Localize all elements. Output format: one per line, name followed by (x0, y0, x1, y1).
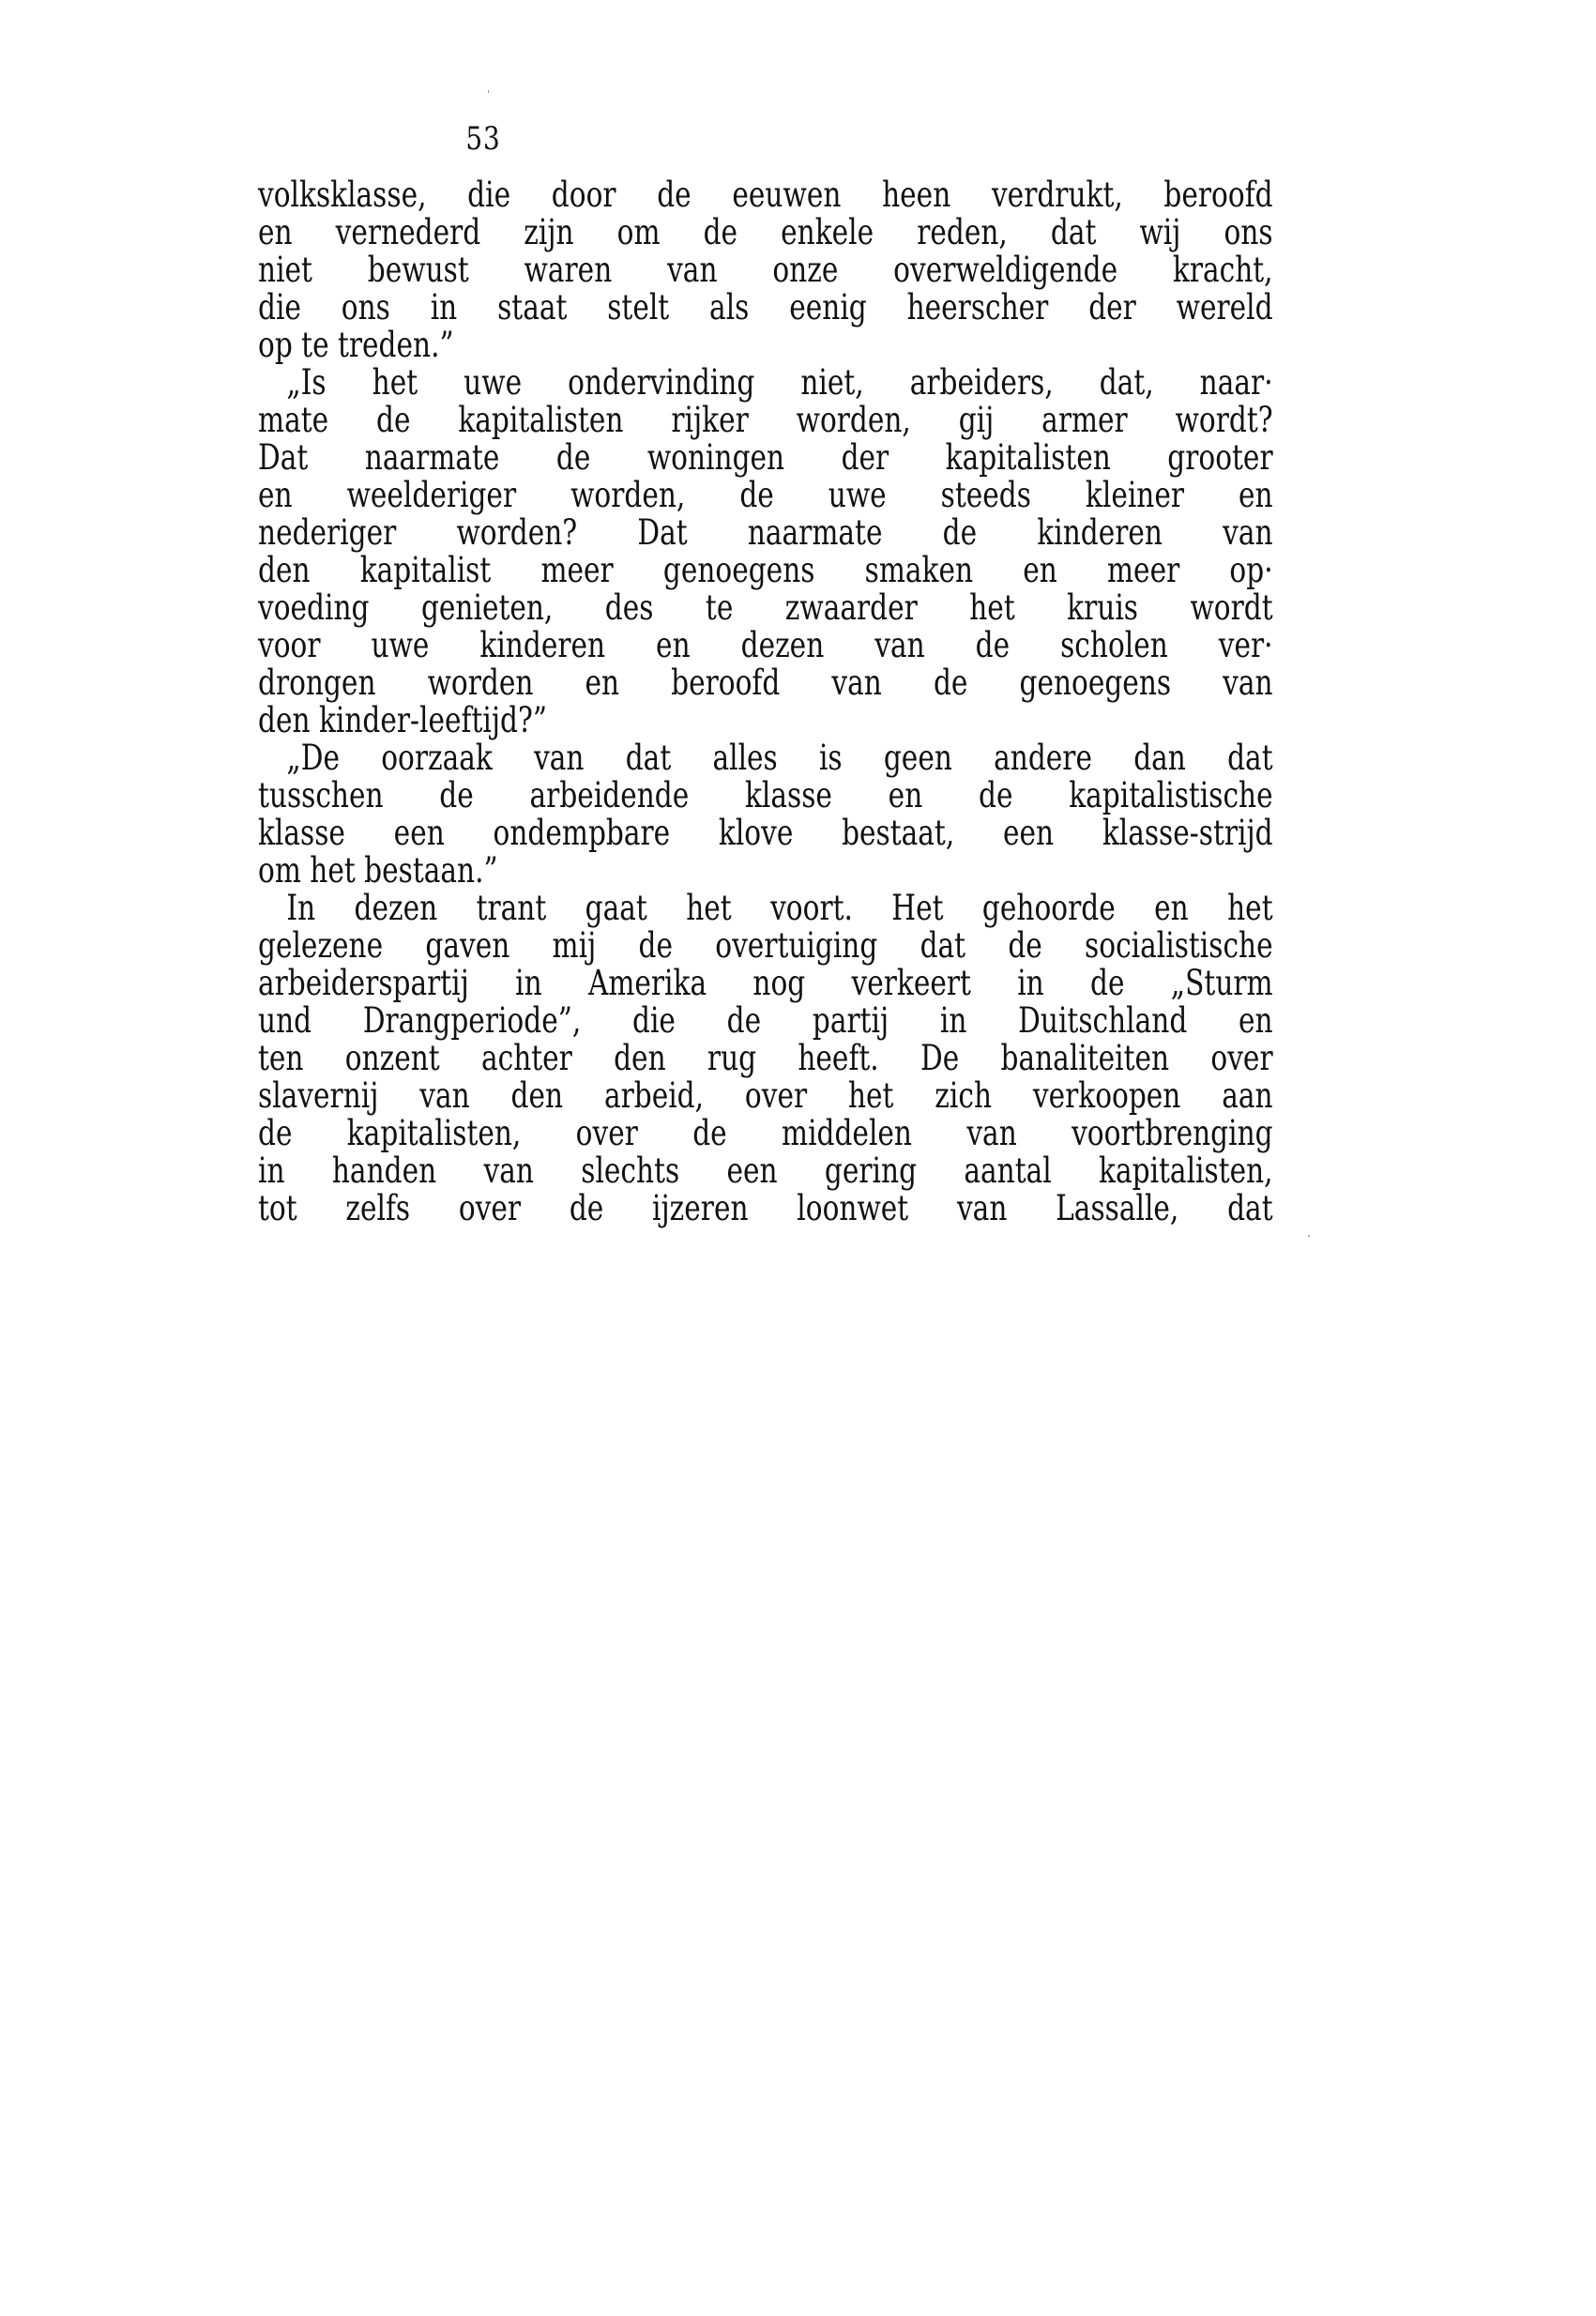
text-line: volksklasse, die door de eeuwen heen verdrukt, beroofd (258, 175, 1273, 215)
text-line: om het bestaan.” (258, 850, 498, 891)
text-line: niet bewust waren van onze overweldigende kracht, (258, 250, 1273, 290)
scan-artifact (1308, 1235, 1310, 1237)
text-line: in handen van slechts een gering aantal kapitalisten, (258, 1150, 1273, 1191)
text-line: In dezen trant gaat het voort. Het gehoorde en het (286, 888, 1273, 928)
text-line: arbeiderspartij in Amerika nog verkeert in de „Sturm (258, 963, 1273, 1003)
text-line: voor uwe kinderen en dezen van de scholen ver· (258, 625, 1273, 665)
text-line: mate de kapitalisten rijker worden, gij armer wordt? (258, 400, 1273, 440)
text-line: slavernij van den arbeid, over het zich verkoopen aan (258, 1075, 1273, 1116)
scan-artifact (488, 90, 489, 93)
text-line: tusschen de arbeidende klasse en de kapitalistische (258, 775, 1273, 815)
text-line: en weelderiger worden, de uwe steeds kleiner en (258, 475, 1273, 515)
text-line: „De oorzaak van dat alles is geen andere dan dat (286, 738, 1273, 778)
text-line: Dat naarmate de woningen der kapitalisten grooter (258, 437, 1273, 478)
text-line: den kinder-leeftijd?” (258, 700, 547, 740)
text-line: und Drangperiode”, die de partij in Duitschland en (258, 1000, 1273, 1041)
text-line: ten onzent achter den rug heeft. De banaliteiten over (258, 1038, 1273, 1078)
text-line: gelezene gaven mij de overtuiging dat de socialistische (258, 925, 1273, 966)
text-line: tot zelfs over de ijzeren loonwet van Lassalle, dat (258, 1188, 1273, 1228)
text-line: den kapitalist meer genoegens smaken en meer op· (258, 550, 1273, 590)
text-line: drongen worden en beroofd van de genoegens van (258, 663, 1273, 703)
text-line: nederiger worden? Dat naarmate de kinderen van (258, 512, 1273, 553)
text-line: „Is het uwe ondervinding niet, arbeiders, dat, naar· (286, 362, 1273, 403)
text-line: voeding genieten, des te zwaarder het kruis wordt (258, 587, 1273, 628)
body-text (258, 176, 1273, 1227)
page-number: 53 (465, 120, 501, 158)
text-line: de kapitalisten, over de middelen van voortbrenging (258, 1113, 1273, 1153)
text-line: op te treden.” (258, 325, 454, 365)
text-line: klasse een ondempbare klove bestaat, een klasse-strijd (258, 813, 1273, 853)
text-line: die ons in staat stelt als eenig heerscher der wereld (258, 287, 1273, 328)
text-line: en vernederd zijn om de enkele reden, dat wij ons (258, 212, 1273, 252)
